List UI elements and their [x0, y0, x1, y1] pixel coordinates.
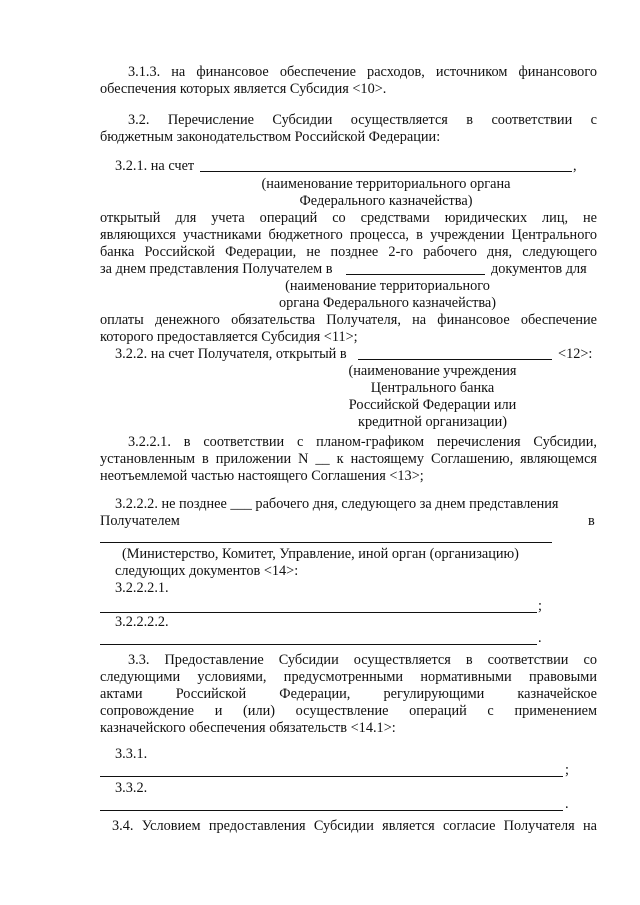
- item-3-2-2-2-2-label: 3.2.2.2.2.: [115, 614, 169, 630]
- blank-line-account: [200, 171, 572, 172]
- blank-line-item-3-3-2: [100, 810, 563, 811]
- caption-institution: (наименование учреждения: [348, 363, 517, 379]
- caption-credit-organization: кредитной организации): [358, 414, 507, 430]
- paragraph-3-3-line-1: 3.3. Предоставление Субсидии осуществляется в соответствии со: [128, 652, 597, 668]
- paragraph-3-2-1-comma: ,: [573, 158, 577, 174]
- paragraph-3-2-1-line-4-post: документов для: [491, 261, 587, 277]
- paragraph-3-2-2-2-line-2-left: Получателем: [100, 513, 180, 529]
- caption-central-bank: Центрального банка: [370, 380, 495, 396]
- paragraph-3-2-1-line-3: банка Российской Федерации, не позднее 2-го рабочего дня, следующего: [100, 244, 597, 260]
- item-3-3-2-end: .: [565, 796, 569, 812]
- paragraph-3-2-line-1: 3.2. Перечисление Субсидии осуществляется в соответствии с: [128, 112, 597, 128]
- caption-federal-treasury-organ: органа Федерального казначейства): [278, 295, 497, 311]
- paragraph-3-2-2-prefix: 3.2.2. на счет Получателя, открытый в: [115, 346, 347, 362]
- item-3-3-2-label: 3.3.2.: [115, 780, 148, 796]
- paragraph-3-2-2-2-line-2-right: в: [588, 513, 595, 529]
- blank-line-treasury-organ: [346, 274, 485, 275]
- blank-line-item-3-2-2-2-1: [100, 612, 537, 613]
- caption-territorial: (наименование территориального: [285, 278, 490, 294]
- caption-territorial-organ: (наименование территориального органа: [261, 176, 511, 192]
- item-3-3-1-label: 3.3.1.: [115, 746, 148, 762]
- paragraph-3-2-2-1-line-1: 3.2.2.1. в соответствии с планом-графиком перечисления Субсидии,: [128, 434, 597, 450]
- blank-line-bank: [358, 359, 552, 360]
- paragraph-3-3-line-5: казначейского обеспечения обязательств <14.1>:: [100, 720, 396, 736]
- item-3-2-2-2-1-label: 3.2.2.2.1.: [115, 580, 169, 596]
- item-3-2-2-2-2-end: .: [538, 630, 542, 646]
- paragraph-3-2-1-line-5: оплаты денежного обязательства Получателя, на финансовое обеспечение: [100, 312, 597, 328]
- paragraph-3-2-1-prefix: 3.2.1. на счет: [115, 158, 195, 174]
- paragraph-3-3-line-3: актами Российской Федерации, регулирующими казначейское: [100, 686, 597, 702]
- paragraph-3-2-2-1-line-3: неотъемлемой частью настоящего Соглашения <13>;: [100, 468, 424, 484]
- paragraph-3-3-line-2: следующими условиями, предусмотренными нормативными правовыми: [100, 669, 597, 685]
- paragraph-3-1-3-line-1: 3.1.3. на финансовое обеспечение расходов, источником финансового: [128, 64, 597, 80]
- blank-line-item-3-3-1: [100, 776, 563, 777]
- blank-line-item-3-2-2-2-2: [100, 644, 537, 645]
- item-3-3-1-end: ;: [565, 762, 569, 778]
- paragraph-3-4-line-1: 3.4. Условием предоставления Субсидии является согласие Получателя на: [112, 818, 597, 834]
- paragraph-3-2-2-suffix: <12>:: [558, 346, 593, 362]
- paragraph-3-2-1-line-4-pre: за днем представления Получателем в: [100, 261, 333, 277]
- paragraph-3-2-2-2-line-1: 3.2.2.2. не позднее ___ рабочего дня, следующего за днем представления: [115, 496, 559, 512]
- paragraph-3-2-2-1-line-2: установленным в приложении N __ к настоящему Соглашению, являющемся: [100, 451, 597, 467]
- caption-russian-federation: Российской Федерации или: [348, 397, 517, 413]
- caption-federal-treasury: Федерального казначейства): [299, 193, 473, 209]
- blank-line-ministry: [100, 542, 552, 543]
- item-3-2-2-2-1-end: ;: [538, 598, 542, 614]
- paragraph-3-2-2-2-line-3: следующих документов <14>:: [115, 563, 299, 579]
- caption-ministry: (Министерство, Комитет, Управление, иной орган (организацию): [122, 546, 519, 562]
- paragraph-3-2-1-line-2: являющихся участниками бюджетного процесса, в учреждении Центрального: [100, 227, 597, 243]
- paragraph-3-3-line-4: сопровождение и (или) осуществление операций с применением: [100, 703, 597, 719]
- paragraph-3-1-3-line-2: обеспечения которых является Субсидия <10>.: [100, 81, 387, 97]
- paragraph-3-2-1-line-6: которого предоставляется Субсидия <11>;: [100, 329, 358, 345]
- paragraph-3-2-1-line-1: открытый для учета операций со средствами юридических лиц, не: [100, 210, 597, 226]
- paragraph-3-2-line-2: бюджетным законодательством Российской Федерации:: [100, 129, 441, 145]
